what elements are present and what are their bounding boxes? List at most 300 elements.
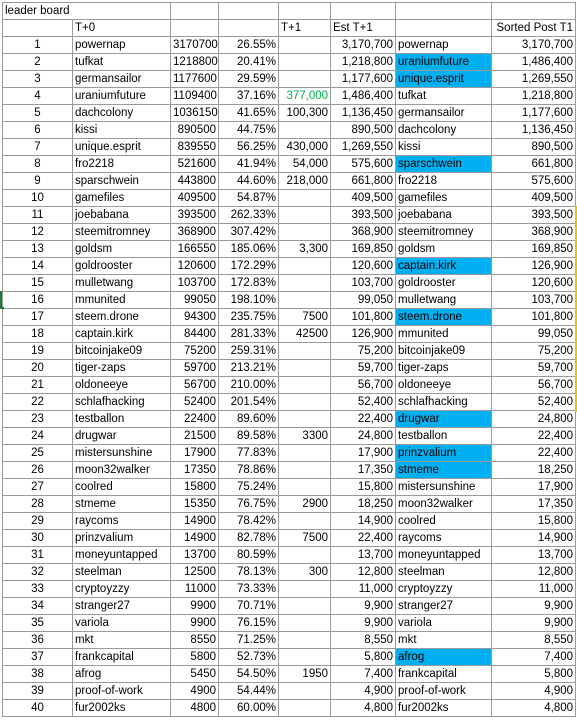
header-pct[interactable] xyxy=(219,20,279,37)
cell-sorted-name[interactable]: coolred xyxy=(396,513,492,530)
cell-value[interactable]: 9900 xyxy=(171,598,219,615)
cell-est-t1[interactable]: 1,218,800 xyxy=(331,54,396,71)
cell-rank[interactable]: 30 xyxy=(3,530,73,547)
cell-rank[interactable]: 9 xyxy=(3,173,73,190)
cell-name[interactable]: drugwar xyxy=(73,428,171,445)
cell-pct[interactable]: 26.55% xyxy=(219,37,279,54)
cell-t1[interactable] xyxy=(279,649,331,666)
cell-sorted-name[interactable]: steem.drone xyxy=(396,309,492,326)
cell-rank[interactable]: 40 xyxy=(3,700,73,717)
cell-value[interactable]: 15800 xyxy=(171,479,219,496)
cell-sorted-name[interactable]: schlafhacking xyxy=(396,394,492,411)
cell-value[interactable]: 8550 xyxy=(171,632,219,649)
cell-sorted-post-t1[interactable]: 4,900 xyxy=(492,683,576,700)
cell-name[interactable]: germansailor xyxy=(73,71,171,88)
cell-name[interactable]: dachcolony xyxy=(73,105,171,122)
cell-name[interactable]: coolred xyxy=(73,479,171,496)
cell-sorted-post-t1[interactable]: 126,900 xyxy=(492,258,576,275)
cell-rank[interactable]: 10 xyxy=(3,190,73,207)
cell-rank[interactable]: 12 xyxy=(3,224,73,241)
cell-sorted-post-t1[interactable]: 22,400 xyxy=(492,428,576,445)
cell-name[interactable]: stranger27 xyxy=(73,598,171,615)
cell-est-t1[interactable]: 4,800 xyxy=(331,700,396,717)
cell-est-t1[interactable]: 9,900 xyxy=(331,615,396,632)
cell-name[interactable]: schlafhacking xyxy=(73,394,171,411)
cell-name[interactable]: tufkat xyxy=(73,54,171,71)
cell-t1[interactable] xyxy=(279,479,331,496)
cell-sorted-post-t1[interactable]: 8,550 xyxy=(492,632,576,649)
cell-sorted-post-t1[interactable]: 169,850 xyxy=(492,241,576,258)
cell-sorted-post-t1[interactable]: 75,200 xyxy=(492,343,576,360)
cell-value[interactable]: 5800 xyxy=(171,649,219,666)
cell-est-t1[interactable]: 59,700 xyxy=(331,360,396,377)
cell-rank[interactable]: 25 xyxy=(3,445,73,462)
cell-sorted-name[interactable]: uraniumfuture xyxy=(396,54,492,71)
cell-name[interactable]: goldrooster xyxy=(73,258,171,275)
cell-value[interactable]: 13700 xyxy=(171,547,219,564)
cell-name[interactable]: steemitromney xyxy=(73,224,171,241)
cell-est-t1[interactable]: 22,400 xyxy=(331,530,396,547)
cell-est-t1[interactable]: 3,170,700 xyxy=(331,37,396,54)
cell-rank[interactable]: 18 xyxy=(3,326,73,343)
cell-rank[interactable]: 24 xyxy=(3,428,73,445)
cell-est-t1[interactable]: 8,550 xyxy=(331,632,396,649)
cell-rank[interactable]: 7 xyxy=(3,139,73,156)
cell-pct[interactable]: 70.71% xyxy=(219,598,279,615)
cell-est-t1[interactable]: 15,800 xyxy=(331,479,396,496)
cell-value[interactable]: 393500 xyxy=(171,207,219,224)
cell-sorted-name[interactable]: moon32walker xyxy=(396,496,492,513)
cell-t1[interactable]: 1950 xyxy=(279,666,331,683)
cell-pct[interactable]: 56.25% xyxy=(219,139,279,156)
cell-value[interactable]: 52400 xyxy=(171,394,219,411)
cell-rank[interactable]: 19 xyxy=(3,343,73,360)
cell-sorted-name[interactable]: goldsm xyxy=(396,241,492,258)
cell-rank[interactable]: 28 xyxy=(3,496,73,513)
cell-sorted-name[interactable]: fur2002ks xyxy=(396,700,492,717)
cell-pct[interactable]: 54.50% xyxy=(219,666,279,683)
sheet-title[interactable]: leader board xyxy=(3,3,171,20)
cell-sorted-post-t1[interactable]: 368,900 xyxy=(492,224,576,241)
cell-name[interactable]: powernap xyxy=(73,37,171,54)
cell-t1[interactable] xyxy=(279,190,331,207)
cell-rank[interactable]: 37 xyxy=(3,649,73,666)
cell-rank[interactable]: 1 xyxy=(3,37,73,54)
cell-t1[interactable] xyxy=(279,394,331,411)
cell-sorted-post-t1[interactable]: 4,800 xyxy=(492,700,576,717)
cell-sorted-name[interactable]: steelman xyxy=(396,564,492,581)
cell-est-t1[interactable]: 17,350 xyxy=(331,462,396,479)
cell-est-t1[interactable]: 99,050 xyxy=(331,292,396,309)
cell-pct[interactable]: 76.15% xyxy=(219,615,279,632)
cell-value[interactable]: 890500 xyxy=(171,122,219,139)
cell-sorted-name[interactable]: oldoneeye xyxy=(396,377,492,394)
cell-name[interactable]: stmeme xyxy=(73,496,171,513)
header-rank[interactable] xyxy=(3,20,73,37)
cell-rank[interactable]: 27 xyxy=(3,479,73,496)
cell-pct[interactable]: 213.21% xyxy=(219,360,279,377)
cell-est-t1[interactable]: 4,900 xyxy=(331,683,396,700)
cell-sorted-name[interactable]: tiger-zaps xyxy=(396,360,492,377)
cell-name[interactable]: testballon xyxy=(73,411,171,428)
cell-value[interactable]: 94300 xyxy=(171,309,219,326)
cell-t1[interactable] xyxy=(279,71,331,88)
cell-t1[interactable]: 7500 xyxy=(279,309,331,326)
cell-sorted-post-t1[interactable]: 11,000 xyxy=(492,581,576,598)
cell-est-t1[interactable]: 169,850 xyxy=(331,241,396,258)
cell-value[interactable]: 14900 xyxy=(171,530,219,547)
cell-name[interactable]: uraniumfuture xyxy=(73,88,171,105)
cell-pct[interactable]: 76.75% xyxy=(219,496,279,513)
cell-rank[interactable]: 38 xyxy=(3,666,73,683)
cell-pct[interactable]: 80.59% xyxy=(219,547,279,564)
cell-est-t1[interactable]: 5,800 xyxy=(331,649,396,666)
cell-t1[interactable] xyxy=(279,122,331,139)
cell-rank[interactable]: 34 xyxy=(3,598,73,615)
cell-t1[interactable]: 7500 xyxy=(279,530,331,547)
cell-sorted-name[interactable]: captain.kirk xyxy=(396,258,492,275)
cell-est-t1[interactable]: 120,600 xyxy=(331,258,396,275)
cell-sorted-name[interactable]: sparschwein xyxy=(396,156,492,173)
cell-sorted-post-t1[interactable]: 17,350 xyxy=(492,496,576,513)
cell-sorted-name[interactable]: variola xyxy=(396,615,492,632)
cell-pct[interactable]: 172.29% xyxy=(219,258,279,275)
cell-rank[interactable]: 6 xyxy=(3,122,73,139)
cell-name[interactable]: fur2002ks xyxy=(73,700,171,717)
cell-t1[interactable] xyxy=(279,445,331,462)
cell-rank[interactable]: 39 xyxy=(3,683,73,700)
cell-name[interactable]: mmunited xyxy=(73,292,171,309)
cell-t1[interactable] xyxy=(279,37,331,54)
cell-pct[interactable]: 89.58% xyxy=(219,428,279,445)
cell-value[interactable]: 99050 xyxy=(171,292,219,309)
cell-t1[interactable] xyxy=(279,275,331,292)
cell-pct[interactable]: 54.87% xyxy=(219,190,279,207)
cell-rank[interactable]: 16 xyxy=(3,292,73,309)
cell-pct[interactable]: 89.60% xyxy=(219,411,279,428)
cell-t1[interactable]: 42500 xyxy=(279,326,331,343)
cell-est-t1[interactable]: 14,900 xyxy=(331,513,396,530)
cell-t1[interactable] xyxy=(279,581,331,598)
header-sorted-post-t1[interactable]: Sorted Post T1 xyxy=(492,20,576,37)
cell-value[interactable]: 9900 xyxy=(171,615,219,632)
cell-pct[interactable]: 37.16% xyxy=(219,88,279,105)
cell-name[interactable]: goldsm xyxy=(73,241,171,258)
cell-pct[interactable]: 77.83% xyxy=(219,445,279,462)
cell-value[interactable]: 14900 xyxy=(171,513,219,530)
cell-value[interactable]: 5450 xyxy=(171,666,219,683)
cell-sorted-post-t1[interactable]: 12,800 xyxy=(492,564,576,581)
cell-name[interactable]: oldoneeye xyxy=(73,377,171,394)
cell-sorted-name[interactable]: powernap xyxy=(396,37,492,54)
cell-sorted-name[interactable]: unique.esprit xyxy=(396,71,492,88)
cell-sorted-name[interactable]: goldrooster xyxy=(396,275,492,292)
cell-sorted-post-t1[interactable]: 393,500 xyxy=(492,207,576,224)
cell-name[interactable]: mkt xyxy=(73,632,171,649)
cell-sorted-post-t1[interactable]: 22,400 xyxy=(492,445,576,462)
cell-t1[interactable] xyxy=(279,632,331,649)
cell-sorted-name[interactable]: germansailor xyxy=(396,105,492,122)
cell-est-t1[interactable]: 1,177,600 xyxy=(331,71,396,88)
cell-pct[interactable]: 82.78% xyxy=(219,530,279,547)
cell-sorted-name[interactable]: prinzvalium xyxy=(396,445,492,462)
cell-sorted-post-t1[interactable]: 661,800 xyxy=(492,156,576,173)
cell-sorted-name[interactable]: mmunited xyxy=(396,326,492,343)
cell-t1[interactable] xyxy=(279,615,331,632)
cell-sorted-post-t1[interactable]: 56,700 xyxy=(492,377,576,394)
cell-t1[interactable]: 100,300 xyxy=(279,105,331,122)
cell-name[interactable]: gamefiles xyxy=(73,190,171,207)
cell-t1[interactable]: 300 xyxy=(279,564,331,581)
cell-pct[interactable]: 44.75% xyxy=(219,122,279,139)
cell-rank[interactable]: 26 xyxy=(3,462,73,479)
cell-pct[interactable]: 78.42% xyxy=(219,513,279,530)
cell-t1[interactable] xyxy=(279,700,331,717)
cell-name[interactable]: moon32walker xyxy=(73,462,171,479)
cell-sorted-post-t1[interactable]: 1,177,600 xyxy=(492,105,576,122)
cell-value[interactable]: 21500 xyxy=(171,428,219,445)
cell-name[interactable]: captain.kirk xyxy=(73,326,171,343)
cell-pct[interactable]: 60.00% xyxy=(219,700,279,717)
cell-pct[interactable]: 41.94% xyxy=(219,156,279,173)
cell-value[interactable]: 17350 xyxy=(171,462,219,479)
cell-t1[interactable] xyxy=(279,360,331,377)
cell-name[interactable]: raycoms xyxy=(73,513,171,530)
cell-rank[interactable]: 8 xyxy=(3,156,73,173)
cell-name[interactable]: bitcoinjake09 xyxy=(73,343,171,360)
cell-sorted-post-t1[interactable]: 1,269,550 xyxy=(492,71,576,88)
cell-pct[interactable]: 185.06% xyxy=(219,241,279,258)
cell-sorted-post-t1[interactable]: 1,218,800 xyxy=(492,88,576,105)
cell-t1[interactable] xyxy=(279,462,331,479)
cell-t1[interactable]: 430,000 xyxy=(279,139,331,156)
cell-sorted-post-t1[interactable]: 24,800 xyxy=(492,411,576,428)
cell-value[interactable]: 15350 xyxy=(171,496,219,513)
cell-sorted-post-t1[interactable]: 13,700 xyxy=(492,547,576,564)
cell-value[interactable]: 166550 xyxy=(171,241,219,258)
cell-est-t1[interactable]: 11,000 xyxy=(331,581,396,598)
cell-value[interactable]: 59700 xyxy=(171,360,219,377)
cell-pct[interactable]: 20.41% xyxy=(219,54,279,71)
cell-name[interactable]: joebabana xyxy=(73,207,171,224)
cell-value[interactable]: 103700 xyxy=(171,275,219,292)
cell-sorted-name[interactable]: mkt xyxy=(396,632,492,649)
cell-pct[interactable]: 307.42% xyxy=(219,224,279,241)
cell-t1[interactable]: 54,000 xyxy=(279,156,331,173)
cell-pct[interactable]: 235.75% xyxy=(219,309,279,326)
cell-est-t1[interactable]: 661,800 xyxy=(331,173,396,190)
cell-pct[interactable]: 44.60% xyxy=(219,173,279,190)
cell-pct[interactable]: 75.24% xyxy=(219,479,279,496)
cell-est-t1[interactable]: 575,600 xyxy=(331,156,396,173)
cell-sorted-name[interactable]: cryptoyzzy xyxy=(396,581,492,598)
cell-value[interactable]: 4800 xyxy=(171,700,219,717)
cell-value[interactable]: 120600 xyxy=(171,258,219,275)
cell-value[interactable]: 443800 xyxy=(171,173,219,190)
cell-sorted-post-t1[interactable]: 5,800 xyxy=(492,666,576,683)
cell-t1[interactable] xyxy=(279,54,331,71)
cell-sorted-name[interactable]: joebabana xyxy=(396,207,492,224)
cell-sorted-post-t1[interactable]: 17,900 xyxy=(492,479,576,496)
cell-t1[interactable] xyxy=(279,207,331,224)
cell-sorted-post-t1[interactable]: 18,250 xyxy=(492,462,576,479)
cell-name[interactable]: moneyuntapped xyxy=(73,547,171,564)
cell-sorted-post-t1[interactable]: 1,136,450 xyxy=(492,122,576,139)
cell-t1[interactable] xyxy=(279,224,331,241)
cell-sorted-post-t1[interactable]: 3,170,700 xyxy=(492,37,576,54)
cell-est-t1[interactable]: 101,800 xyxy=(331,309,396,326)
cell-name[interactable]: unique.esprit xyxy=(73,139,171,156)
cell-pct[interactable]: 29.59% xyxy=(219,71,279,88)
cell-name[interactable]: mulletwang xyxy=(73,275,171,292)
cell-t1[interactable] xyxy=(279,598,331,615)
cell-sorted-post-t1[interactable]: 890,500 xyxy=(492,139,576,156)
cell-rank[interactable]: 13 xyxy=(3,241,73,258)
cell-pct[interactable]: 281.33% xyxy=(219,326,279,343)
cell-t1[interactable] xyxy=(279,343,331,360)
cell-t1[interactable] xyxy=(279,513,331,530)
cell-sorted-name[interactable]: frankcapital xyxy=(396,666,492,683)
cell-sorted-post-t1[interactable]: 575,600 xyxy=(492,173,576,190)
cell-value[interactable]: 56700 xyxy=(171,377,219,394)
cell-est-t1[interactable]: 1,269,550 xyxy=(331,139,396,156)
cell-sorted-post-t1[interactable]: 103,700 xyxy=(492,292,576,309)
cell-est-t1[interactable]: 368,900 xyxy=(331,224,396,241)
cell-rank[interactable]: 31 xyxy=(3,547,73,564)
cell-sorted-name[interactable]: stmeme xyxy=(396,462,492,479)
cell-value[interactable]: 84400 xyxy=(171,326,219,343)
header-t1[interactable]: T+1 xyxy=(279,20,331,37)
cell-sorted-name[interactable]: kissi xyxy=(396,139,492,156)
cell-rank[interactable]: 23 xyxy=(3,411,73,428)
cell-sorted-name[interactable]: drugwar xyxy=(396,411,492,428)
cell-sorted-name[interactable]: raycoms xyxy=(396,530,492,547)
cell-pct[interactable]: 73.33% xyxy=(219,581,279,598)
cell-name[interactable]: steelman xyxy=(73,564,171,581)
cell-value[interactable]: 1109400 xyxy=(171,88,219,105)
cell-sorted-name[interactable]: mistersunshine xyxy=(396,479,492,496)
cell-sorted-post-t1[interactable]: 9,900 xyxy=(492,615,576,632)
cell-pct[interactable]: 201.54% xyxy=(219,394,279,411)
cell-value[interactable]: 11000 xyxy=(171,581,219,598)
cell-sorted-name[interactable]: afrog xyxy=(396,649,492,666)
cell-value[interactable]: 409500 xyxy=(171,190,219,207)
cell-value[interactable]: 3170700 xyxy=(171,37,219,54)
cell-t1[interactable] xyxy=(279,377,331,394)
cell-sorted-name[interactable]: fro2218 xyxy=(396,173,492,190)
cell-est-t1[interactable]: 75,200 xyxy=(331,343,396,360)
cell-name[interactable]: steem.drone xyxy=(73,309,171,326)
cell-sorted-post-t1[interactable]: 59,700 xyxy=(492,360,576,377)
cell-rank[interactable]: 11 xyxy=(3,207,73,224)
cell-sorted-name[interactable]: steemitromney xyxy=(396,224,492,241)
cell-sorted-post-t1[interactable]: 14,900 xyxy=(492,530,576,547)
cell-rank[interactable]: 14 xyxy=(3,258,73,275)
cell-rank[interactable]: 20 xyxy=(3,360,73,377)
cell-pct[interactable]: 262.33% xyxy=(219,207,279,224)
cell-name[interactable]: kissi xyxy=(73,122,171,139)
cell-value[interactable]: 1218800 xyxy=(171,54,219,71)
cell-pct[interactable]: 52.73% xyxy=(219,649,279,666)
cell-name[interactable]: sparschwein xyxy=(73,173,171,190)
cell-rank[interactable]: 3 xyxy=(3,71,73,88)
cell-value[interactable]: 839550 xyxy=(171,139,219,156)
cell-est-t1[interactable]: 24,800 xyxy=(331,428,396,445)
cell-est-t1[interactable]: 56,700 xyxy=(331,377,396,394)
cell-sorted-post-t1[interactable]: 1,486,400 xyxy=(492,54,576,71)
cell-pct[interactable]: 210.00% xyxy=(219,377,279,394)
cell-t1[interactable] xyxy=(279,683,331,700)
cell-rank[interactable]: 36 xyxy=(3,632,73,649)
cell-rank[interactable]: 22 xyxy=(3,394,73,411)
cell-value[interactable]: 1036150 xyxy=(171,105,219,122)
cell-t1[interactable]: 3,300 xyxy=(279,241,331,258)
cell-sorted-post-t1[interactable]: 99,050 xyxy=(492,326,576,343)
cell-pct[interactable]: 259.31% xyxy=(219,343,279,360)
cell-t1[interactable]: 377,000 xyxy=(279,88,331,105)
cell-est-t1[interactable]: 12,800 xyxy=(331,564,396,581)
cell-name[interactable]: frankcapital xyxy=(73,649,171,666)
cell-pct[interactable]: 78.13% xyxy=(219,564,279,581)
cell-rank[interactable]: 2 xyxy=(3,54,73,71)
cell-name[interactable]: variola xyxy=(73,615,171,632)
cell-value[interactable]: 22400 xyxy=(171,411,219,428)
cell-sorted-name[interactable]: moneyuntapped xyxy=(396,547,492,564)
cell-est-t1[interactable]: 18,250 xyxy=(331,496,396,513)
cell-sorted-name[interactable]: gamefiles xyxy=(396,190,492,207)
cell-rank[interactable]: 33 xyxy=(3,581,73,598)
cell-est-t1[interactable]: 17,900 xyxy=(331,445,396,462)
cell-rank[interactable]: 35 xyxy=(3,615,73,632)
cell-value[interactable]: 12500 xyxy=(171,564,219,581)
header-value[interactable] xyxy=(171,20,219,37)
cell-est-t1[interactable]: 409,500 xyxy=(331,190,396,207)
cell-sorted-name[interactable]: tufkat xyxy=(396,88,492,105)
cell-t1[interactable]: 2900 xyxy=(279,496,331,513)
cell-est-t1[interactable]: 9,900 xyxy=(331,598,396,615)
cell-value[interactable]: 75200 xyxy=(171,343,219,360)
header-t0[interactable]: T+0 xyxy=(73,20,171,37)
cell-t1[interactable] xyxy=(279,411,331,428)
cell-value[interactable]: 4900 xyxy=(171,683,219,700)
cell-name[interactable]: fro2218 xyxy=(73,156,171,173)
cell-rank[interactable]: 32 xyxy=(3,564,73,581)
cell-sorted-post-t1[interactable]: 7,400 xyxy=(492,649,576,666)
header-sorted-name[interactable] xyxy=(396,20,492,37)
cell-t1[interactable] xyxy=(279,292,331,309)
cell-value[interactable]: 1177600 xyxy=(171,71,219,88)
cell-t1[interactable] xyxy=(279,547,331,564)
cell-name[interactable]: mistersunshine xyxy=(73,445,171,462)
cell-sorted-name[interactable]: testballon xyxy=(396,428,492,445)
cell-name[interactable]: cryptoyzzy xyxy=(73,581,171,598)
cell-sorted-post-t1[interactable]: 15,800 xyxy=(492,513,576,530)
cell-t1[interactable]: 218,000 xyxy=(279,173,331,190)
cell-name[interactable]: tiger-zaps xyxy=(73,360,171,377)
cell-est-t1[interactable]: 7,400 xyxy=(331,666,396,683)
cell-t1[interactable] xyxy=(279,258,331,275)
cell-rank[interactable]: 17 xyxy=(3,309,73,326)
cell-value[interactable]: 368900 xyxy=(171,224,219,241)
cell-sorted-post-t1[interactable]: 409,500 xyxy=(492,190,576,207)
cell-pct[interactable]: 54.44% xyxy=(219,683,279,700)
cell-pct[interactable]: 172.83% xyxy=(219,275,279,292)
cell-name[interactable]: prinzvalium xyxy=(73,530,171,547)
cell-est-t1[interactable]: 22,400 xyxy=(331,411,396,428)
cell-sorted-post-t1[interactable]: 120,600 xyxy=(492,275,576,292)
cell-rank[interactable]: 29 xyxy=(3,513,73,530)
cell-sorted-name[interactable]: bitcoinjake09 xyxy=(396,343,492,360)
